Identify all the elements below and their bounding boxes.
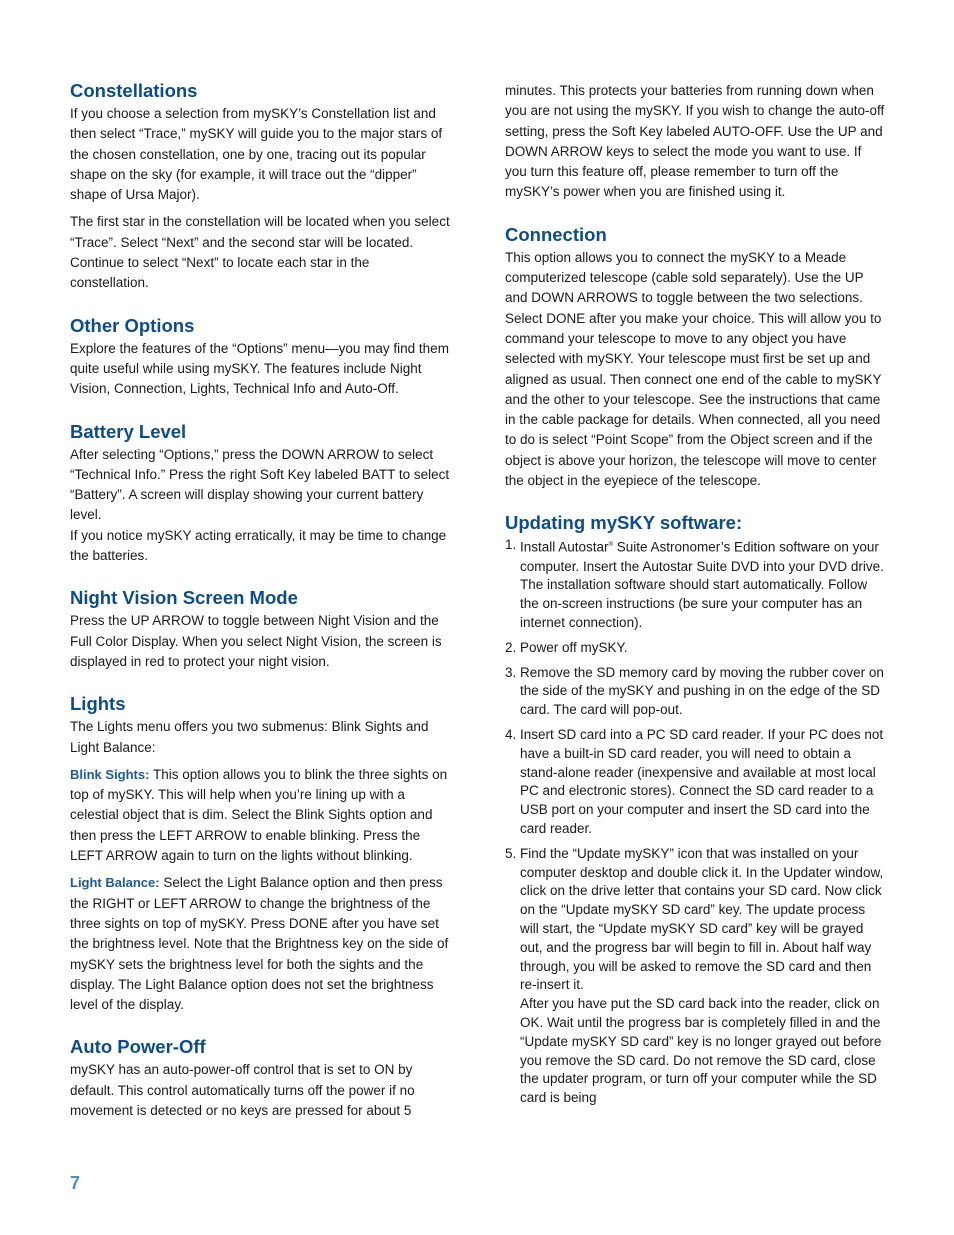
light-balance-text: Select the Light Balance option and then press the RIGHT or LEFT ARROW to change the brightness of the three sights on top of mySKY. Press DONE after you have set the brightness level. Note that the Brightness key on the side of mySKY sets the brightness level for both the sights and the display. The Light Balance option does not set the brightness level of the display. xyxy=(70,875,449,1013)
lights-paragraph: The Lights menu offers you two submenus: Blink Sights and Light Balance: xyxy=(70,719,429,755)
other-options-heading: Other Options xyxy=(70,314,195,336)
step-number: 5. xyxy=(505,845,517,861)
light-balance-paragraph xyxy=(70,873,450,1015)
update-step-3: 3. Remove the SD memory card by moving the rubber cover on the side of the mySKY and pushing in on the edge of the SD card. The card will pop-out. xyxy=(505,664,884,718)
night-vision-heading: Night Vision Screen Mode xyxy=(70,587,298,609)
blink-sights-text: This option allows you to blink the three sights on top of mySKY. This will help when you’re lining up with a celestial object that is dim. Select the Blink Sights option and then press the LEFT ARROW to enable blinking. Press the LEFT ARROW again to turn on the lights without blinking. xyxy=(70,766,448,864)
right-column xyxy=(505,81,885,1114)
step-number: 4. xyxy=(505,727,517,743)
light-balance-label: Light Balance: xyxy=(70,875,160,891)
constellations-paragraph-1: If you choose a selection from mySKY’s Constellation list and then select “Trace,” mySKY will guide you to the major stars of the chosen constellation, one by one, tracing out its popular shape on the sky (for example, it will trace out the “dipper” shape of Ursa Major). xyxy=(70,106,443,203)
registered-mark: ® xyxy=(608,542,613,549)
other-options-paragraph: Explore the features of the “Options” menu—you may find them quite useful while using mySKY. The features include Night Vision, Connection, Lights, Technical Info and Auto-Off. xyxy=(70,340,449,397)
lights-heading: Lights xyxy=(70,693,126,715)
page-number: 7 xyxy=(70,1173,81,1193)
update-step-4: 4. Insert SD card into a PC SD card reader. If your PC does not have a built-in SD card reader, you will need to obtain a stand-alone reader (inexpensive and available at most local PC and electronic stores). Connect the SD card reader to a USB port on your computer and insert the SD card into the card reader. xyxy=(505,727,884,836)
blink-sights-paragraph xyxy=(70,765,450,866)
battery-level-heading: Battery Level xyxy=(70,420,187,442)
constellations-paragraph-2: The first star in the constellation will be located when you select “Trace”. Select “Next” and the second star will be located. Continue to select “Next” to locate each star in the constellation. xyxy=(70,214,450,291)
update-steps-list xyxy=(505,536,885,1108)
connection-paragraph: This option allows you to connect the mySKY to a Meade computerized telescope (cable sold separately). Use the UP and DOWN ARROWS to toggle between the two selections. Select DONE after you make your choice. This will allow you to command your telescope to move to any object you have selected with mySKY. Your telescope must first be set up and aligned as usual. Then connect one end of the cable to mySKY and the other to your telescope. See the instructions that came in the cable package for details. When connected, all you need to do is select “Point Scope” from the Object screen and if the object is above your horizon, the telescope will move to center the object in the eyepiece of the telescope. xyxy=(505,249,882,489)
update-step-2: 2. Power off mySKY. xyxy=(505,639,885,658)
battery-level-paragraph-2: If you notice mySKY acting erratically, it may be time to change the batteries. xyxy=(70,527,447,564)
battery-level-paragraph-1: After selecting “Options,” press the DOWN ARROW to select “Technical Info.” Press the right Soft Key labeled BATT to select “Battery”. A screen will display showing your current battery level. xyxy=(70,446,450,523)
auto-power-off-heading: Auto Power-Off xyxy=(70,1036,206,1058)
constellations-heading: Constellations xyxy=(70,80,198,101)
auto-power-off-paragraph: mySKY has an auto-power-off control that is set to ON by default. This control automatically turns off the power if no movement is detected or no keys are pressed for about 5 xyxy=(70,1062,415,1118)
connection-heading: Connection xyxy=(505,223,607,245)
step-number: 2. xyxy=(505,639,517,655)
auto-power-off-continuation: minutes. This protects your batteries from running down when you are not using the mySKY. If you wish to change the auto-off setting, press the Soft Key labeled AUTO-OFF. Use the UP and DOWN ARROW keys to select the mode you want to use. If you turn this feature off, please remember to turn off the mySKY’s power when you are finished using it. xyxy=(505,83,885,200)
left-column xyxy=(70,78,450,1121)
step-number: 3. xyxy=(505,664,517,680)
night-vision-paragraph: Press the UP ARROW to toggle between Night Vision and the Full Color Display. When you select Night Vision, the screen is displayed in red to protect your night vision. xyxy=(70,613,442,669)
blink-sights-label: Blink Sights: xyxy=(70,766,150,782)
updating-heading: Updating mySKY software: xyxy=(505,512,743,534)
update-step-1: 1. Install Autostar® Suite Astronomer’s Edition software on your computer. Insert the Autostar Suite DVD into your DVD drive. The installation software should start automatically. Follow the on-screen instructions (be sure your computer has an internet connection). xyxy=(505,537,884,631)
step-number: 1. xyxy=(505,537,517,553)
update-step-5: 5. Find the “Update mySKY” icon that was installed on your computer desktop and double click it. In the Updater window, click on the drive letter that contains your SD card. Now click on the “Update mySKY SD card” key. The update process will start, the “Update mySKY SD card” key will be grayed out, and the progress bar will begin to fill in. About half way through, you will be asked to remove the SD card and then re-insert it. After you have put the SD card back into the reader, click on OK. Wait until the progress bar is completely filled in and the “Update mySKY SD card” key is no longer grayed out before you remove the SD card. Do not remove the SD card, close the updater program, or turn off your computer while the SD card is being xyxy=(505,845,884,1106)
